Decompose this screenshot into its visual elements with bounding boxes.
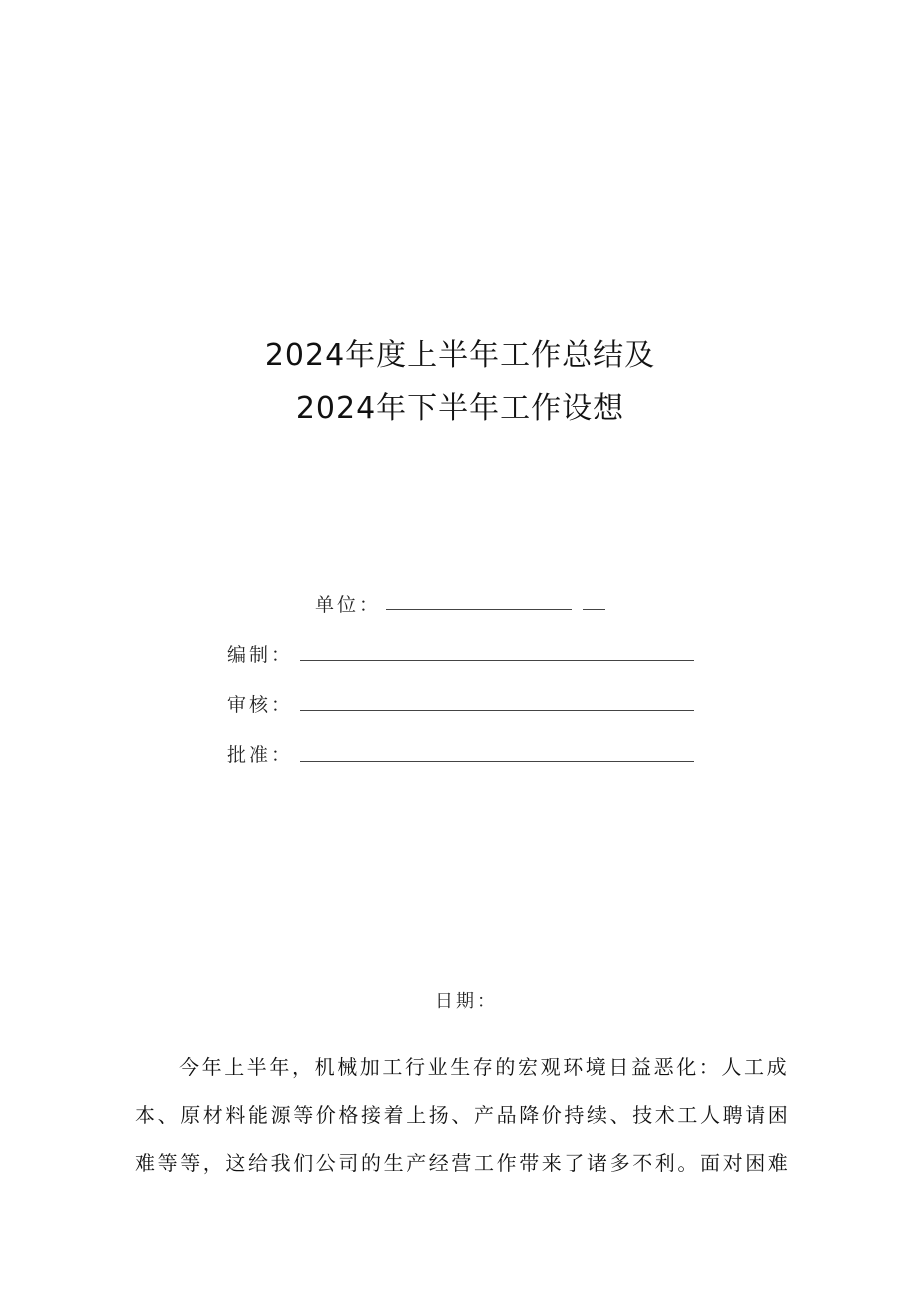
unit-line-tail bbox=[583, 609, 605, 610]
document-title-line-2: 2024年下半年工作设想 bbox=[295, 391, 625, 426]
approve-label: 批准： bbox=[227, 744, 294, 766]
unit-label: 单位： bbox=[315, 594, 382, 616]
body-paragraph bbox=[135, 1043, 815, 1187]
date-label: 日期： bbox=[435, 991, 498, 1012]
review-line bbox=[300, 710, 694, 711]
approve-line bbox=[300, 761, 694, 762]
paragraph-line: 难等等，这给我们公司的生产经营工作带来了诸多不利。面对困难 bbox=[135, 1151, 791, 1175]
compile-label: 编制： bbox=[227, 644, 294, 666]
unit-line bbox=[386, 609, 572, 610]
review-label: 审核： bbox=[227, 694, 294, 716]
document-title-line-1: 2024年度上半年工作总结及 bbox=[264, 338, 656, 373]
compile-line bbox=[300, 660, 694, 661]
paragraph-line: 本、原材料能源等价格接着上扬、产品降价持续、技术工人聘请困 bbox=[135, 1103, 791, 1127]
paragraph-line: 今年上半年，机械加工行业生存的宏观环境日益恶化：人工成 bbox=[179, 1055, 790, 1079]
